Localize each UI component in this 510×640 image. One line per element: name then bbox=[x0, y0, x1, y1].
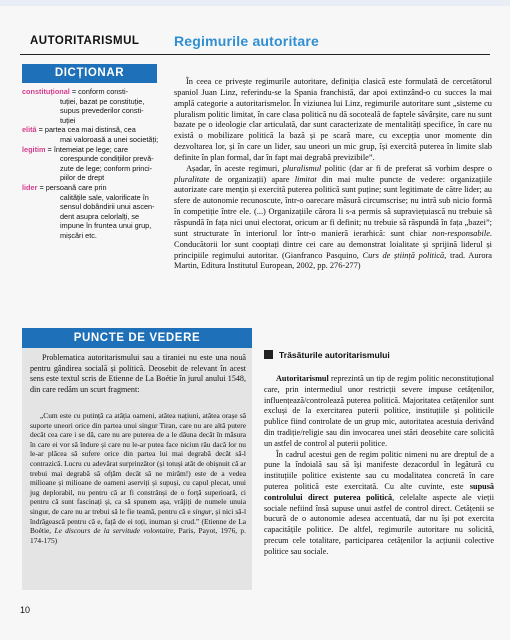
dictionary-entry bbox=[22, 183, 162, 241]
dictionary-definition-line: tuției bbox=[60, 115, 76, 125]
top-edge-band bbox=[0, 0, 510, 6]
dictionary-definition: = întemeiat pe lege; care bbox=[45, 144, 129, 154]
emphasis-text: Curs de știință politică bbox=[362, 250, 445, 260]
chapter-title: AUTORITARISMUL bbox=[30, 35, 140, 47]
dictionary-entry bbox=[22, 87, 162, 125]
emphasis-text: non-responsabile bbox=[432, 228, 490, 238]
dictionary-definition-line: zute de lege; conform princi- bbox=[60, 163, 153, 173]
dictionary-definition: = persoană care prin bbox=[37, 182, 107, 192]
dictionary-banner: DICȚIONAR bbox=[22, 64, 157, 83]
emphasis-text: pluralismul bbox=[282, 163, 322, 173]
emphasis-text: singur bbox=[192, 506, 212, 516]
dictionary-definition-line: supus prevederilor consti- bbox=[60, 106, 144, 116]
text-run: „Cum este cu putință ca atâția oameni, atâtea națiuni, atâtea orașe să suporte uneori orice din partea unui singur Tiran, care nu are altă putere decât cea care i se dă, care nu are puterea de a le dăuna decât în măsura în care ei vor să îndure și care nu le-ar putea face niciun rău dacă lor nu le-ar plăcea să sufere orice din partea lui mai degrabă decât să-l contrazică. Lucru cu adevărat surprinzător (și totuși atât de obișnuit că ar trebui mai degrabă să ofțăm decât să ne mirăm!) este de a vedea milioane și milioane de oameni aserviți și supuși, cu capul plecat, unui jug deplorabil, nu pentru că ar fi constrânși de o forță superioară, ci pentru că sunt fascinați și, ca să spunem așa, vrăjiți de numele unuia singur, de care nu ar trebui să le fie teamă, pentru că e bbox=[30, 411, 246, 516]
text-run: . Conducătorii lor sunt cooptați dintre cei care au demonstrat loialitate și sprijină liderul și principiile regimului autoritar. (Gianfranco Pasquino, bbox=[174, 228, 492, 260]
dictionary-definition-line: mișcări etc. bbox=[60, 230, 97, 240]
text-run: , celelalte aspecte ale vieții sociale nefiind însă supuse unui astfel de control direct. Cetățenii se bucură de o autonomie adesea accentuată, dar nu își pot exercita capacitățile politice. De altfel, regimurile autoritare nu solicită, precum cele totalitare, participarea cetățenilor la acțiunii colective politice sau sociale. bbox=[264, 492, 494, 556]
viewpoints-quote bbox=[30, 411, 246, 545]
dictionary-term: legitim bbox=[22, 144, 46, 154]
text-run: Așadar, în aceste regimuri, bbox=[186, 163, 283, 173]
intro-section bbox=[174, 77, 492, 272]
dictionary-definition: = partea cea mai distinsă, cea bbox=[36, 125, 136, 135]
text-run: din mai multe puncte de vedere: organizațiile autorizate care mențin și exercită puterea politică sunt puține; sunt legitimate de către lider; au sfere de autonomie recunoscute, într-o oarecare măsură circumscrise; nu intră sub nicio formă în competiție între ele. (...) Organizațiile cărora li s-a permis să supraviețuiască nu trebuie să răspundă în fața nici unui electorat, oricum ar fi definit; nu trebuie să răspundă în fața „bazei”; sunt structurate în interiorul lor într-o manieră ierarhică: sunt chiar bbox=[174, 174, 492, 238]
text-run: , și nici să-l îndrăgească pentru că e, față de ei toți, inuman și crud.” (Etienne de La Boétie, bbox=[30, 506, 246, 536]
viewpoints-paragraph: Problematica autoritarismului sau a tiraniei nu este una nouă pentru gândirea socială și politică. Deosebit de relevant în acest sens este textul scris de Etienne de La Boétie în jurul anului 1548, din care redăm un scurt fragment: bbox=[30, 353, 246, 394]
dictionary-entry bbox=[22, 145, 162, 183]
viewpoints-banner: PUNCTE DE VEDERE bbox=[22, 328, 252, 348]
dictionary-term: elită bbox=[22, 125, 37, 135]
strong-text: Autoritarismul bbox=[276, 374, 329, 383]
intro-paragraph: În ceea ce privește regimurile autoritare, definiția clasică este formulată de cercetătorul spaniol Juan Linz, referindu-se la Spania franchistă, dar apoi extinzând-o cu succes la mai amplă categorie a autoritarismelor. În viziunea lui Linz, regimurile autoritare sunt „sisteme cu pluralism politic limitat, în care clasa politică nu dă socoteală de faptele săvârșite, care nu sunt bazate pe o ideologie clar articulată, dar sunt caracterizate de mentalități specifice, în care nu există o mobilizare politică la bază și pe scară mare, cu excepția unor momente din dezvoltarea lor, și în care un lider, sau uneori un mic grup, își exercită puterea în limite slab definite în plan formal, dar în fapt mai degrabă previzibile”. bbox=[174, 77, 492, 162]
header-rule bbox=[20, 54, 490, 55]
text-run: În cadrul acestui gen de regim politic nimeni nu are dreptul de a pune la îndoială sau să își manifeste dezacordul în legătură cu instituțiile politice existente sau cu modalitatea concretă în care puterea politică este exercitată. Cu alte cuvinte, este bbox=[264, 449, 494, 491]
traits-heading bbox=[264, 350, 390, 360]
traits-paragraph bbox=[264, 374, 494, 450]
dictionary-definition-line: dent asupra celorlalți, se bbox=[60, 211, 140, 221]
dictionary-definition-line: impune în fruntea unui grup, bbox=[60, 221, 152, 231]
dictionary-definition: = conform consti- bbox=[69, 87, 129, 96]
dictionary-definition-line: sensul dobândirii unui ascen- bbox=[60, 202, 155, 212]
dictionary-definition-line: piilor de drept bbox=[60, 173, 105, 183]
traits-heading-text: Trăsăturile autoritarismului bbox=[279, 350, 390, 360]
dictionary-term: constituțional bbox=[22, 87, 70, 96]
dictionary-definition-line: corespunde condițiilor prevă- bbox=[60, 154, 154, 164]
dictionary-definition-line: mai valoroasă a unei societăți; bbox=[60, 134, 159, 144]
emphasis-text: pluralitate bbox=[174, 174, 210, 184]
traits-paragraph bbox=[264, 450, 494, 558]
viewpoints-intro bbox=[30, 353, 246, 395]
page-number: 10 bbox=[20, 605, 31, 615]
strong-text: supusă controlului direct puterea politică bbox=[264, 481, 494, 502]
section-title: Regimurile autoritare bbox=[174, 33, 320, 49]
square-bullet-icon bbox=[264, 350, 273, 359]
dictionary-definition-line: calitățile sale, valorificate în bbox=[60, 192, 149, 202]
dictionary-list bbox=[22, 87, 162, 241]
text-run: reprezintă un tip de regim politic neconstituțional care, prin intermediul unor restricții severe impuse cetățenilor, influențează/controlează puterea politică. Majoritatea cetățenilor sunt excluși de la exercitarea puterii politice, instituțiile și politicile publice fiind controlate de un grup mic, autoritatea acestuia derivând din tradiție/religie sau din invocarea unei stări deosebite care solicită un astfel de control al puterii politice. bbox=[264, 374, 494, 448]
text-run: , Paris, Payot, 1976, p. 174-175) bbox=[30, 526, 246, 545]
text-run: politic (dar ar fi de preferat să vorbim despre o bbox=[321, 163, 492, 173]
traits-section bbox=[264, 374, 494, 558]
text-run: de organizații) apare bbox=[209, 174, 295, 184]
intro-paragraph bbox=[174, 164, 492, 272]
text-run: , trad. Aurora Martin, Editura Institutul European, 2002, pp. 276-277) bbox=[174, 250, 493, 271]
dictionary-term: lider bbox=[22, 182, 38, 192]
quote-paragraph bbox=[30, 411, 246, 545]
dictionary-entry bbox=[22, 125, 162, 144]
dictionary-definition-line: tuției, bazat pe constituție, bbox=[60, 96, 145, 106]
emphasis-text: Le discours de la servitude volontaire bbox=[54, 526, 174, 536]
emphasis-text: limitat bbox=[294, 174, 317, 184]
